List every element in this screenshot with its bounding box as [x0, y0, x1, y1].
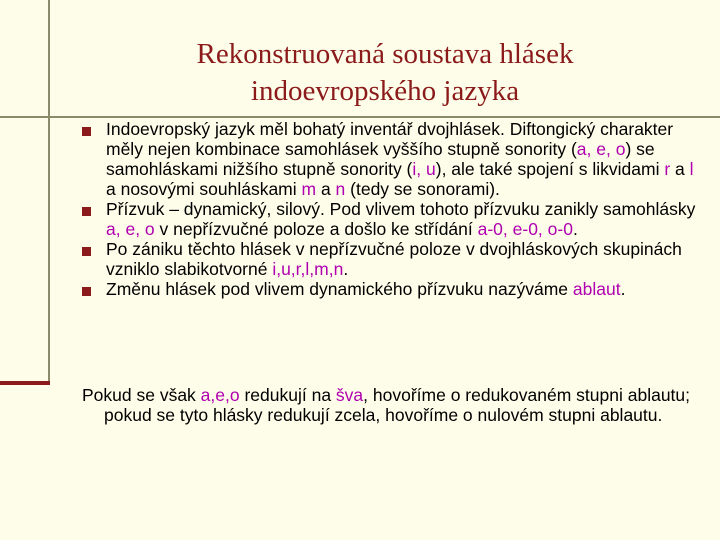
- bullet-item: [82, 119, 702, 199]
- body-text: v nepřízvučné poloze a došlo ke střídání: [154, 219, 478, 239]
- highlighted-text: r: [664, 159, 671, 179]
- accent-bar: [0, 381, 50, 385]
- highlighted-text: i,u,r,l,m,n: [272, 259, 344, 279]
- body-text: ) se samohláskami nižšího stupně sonority (: [106, 139, 660, 179]
- highlighted-text: a, e, o: [576, 139, 626, 159]
- highlighted-text: i, u: [412, 159, 436, 179]
- highlighted-text: a,e,o: [200, 385, 240, 405]
- bullet-item: [82, 239, 702, 279]
- body-text: .: [620, 279, 626, 299]
- bullet-text: [106, 199, 702, 239]
- body-text: dvojhlásek: [417, 119, 500, 139]
- body-text: a nosovými souhláskami: [106, 159, 699, 199]
- body-text: Po zániku těchto hlásek v nepřízvučné poloze v dvojhláskových skupinách vzniklo slabikotvorné: [106, 239, 687, 279]
- bullet-text: [106, 239, 702, 279]
- square-bullet-icon: [82, 247, 91, 256]
- body-text: Přízvuk – dynamický, silový. Pod vlivem tohoto přízvuku zanikly samohlásky: [106, 199, 701, 219]
- title-line-2: indoevropského jazyka: [250, 75, 520, 107]
- highlighted-text: l: [689, 159, 694, 179]
- body-text: a: [670, 159, 690, 179]
- body-text: Pokud se však: [82, 385, 201, 405]
- title-line-1: Rekonstruovaná soustava hlásek: [196, 38, 574, 70]
- highlighted-text: a-0, e-0, o-0: [477, 219, 573, 239]
- bullet-item: [82, 279, 702, 299]
- bullet-text: [106, 279, 702, 299]
- highlighted-text: šva: [335, 385, 364, 405]
- bullet-item: [82, 199, 702, 239]
- body-text: .: [572, 219, 578, 239]
- body-text: , hovoříme o redukovaném stupni ablautu; pokud se tyto hlásky redukují zcela, hovoříme o nulovém stupni ablautu.: [104, 385, 695, 425]
- body-text: Indoevropský jazyk měl bohatý inventář: [106, 119, 418, 139]
- body-text: a: [316, 179, 336, 199]
- highlighted-text: ablaut: [572, 279, 621, 299]
- title-rule: [0, 116, 720, 118]
- slide-title: [50, 36, 720, 110]
- highlighted-text: n: [335, 179, 346, 199]
- highlighted-text: a, e, o: [106, 219, 155, 239]
- closing-paragraph: [82, 385, 702, 425]
- square-bullet-icon: [82, 127, 91, 136]
- body-text: ), ale také spojení s likvidami: [435, 159, 665, 179]
- highlighted-text: m: [301, 179, 317, 199]
- body-text: .: [343, 259, 349, 279]
- closing-text: [82, 385, 702, 425]
- body-text: . Diftongický charakter měly nejen kombinace samohlásek vyššího stupně sonority (: [106, 119, 678, 159]
- square-bullet-icon: [82, 287, 91, 296]
- body-text: (tedy se sonorami).: [345, 179, 500, 199]
- bullet-list: [82, 119, 702, 299]
- body-text: redukují na: [239, 385, 336, 405]
- bullet-text: [106, 119, 702, 199]
- body-text: Změnu hlásek pod vlivem dynamického přízvuku nazýváme: [106, 279, 573, 299]
- square-bullet-icon: [82, 207, 91, 216]
